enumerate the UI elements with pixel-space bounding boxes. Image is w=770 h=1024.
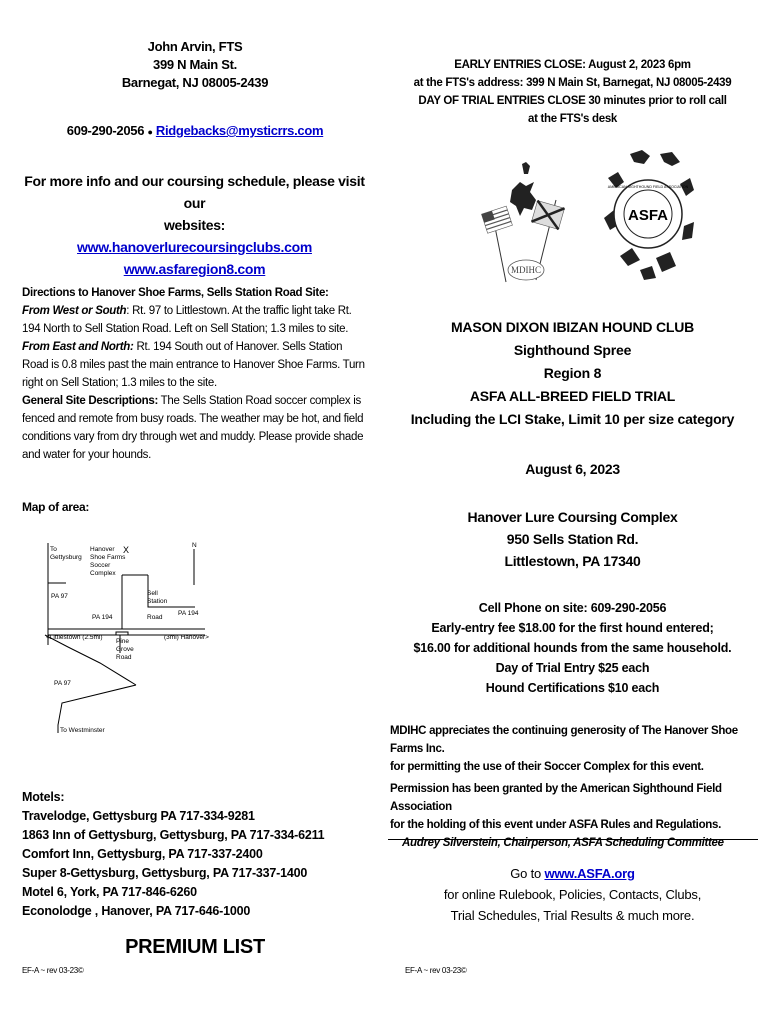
secretary-city: Barnegat, NJ 08005-2439: [121, 75, 269, 90]
entries-block: [400, 56, 745, 128]
map-label-hanover-3: Soccer: [90, 562, 111, 569]
venue-block: [400, 506, 745, 572]
asfa-info-line-2: for online Rulebook, Policies, Contacts, Clubs,: [443, 887, 702, 902]
directions-west: [22, 302, 370, 338]
fees-cell: Cell Phone on site: 609-290-2056: [478, 601, 667, 615]
motels-heading: Motels:: [22, 790, 65, 804]
directions-heading: Directions to Hanover Shoe Farms, Sells Station Road Site:: [22, 287, 329, 299]
us-flag-icon: [481, 206, 512, 233]
motel-item: Super 8-Gettysburg, Gettysburg, PA 717-337-1400: [22, 866, 308, 880]
map-label-hanover-4: Complex: [90, 570, 116, 577]
directions-east: [22, 338, 370, 392]
map-label-to: To: [50, 546, 57, 553]
directions-general-text: The Sells Station Road soccer complex is fenced and remote from busy roads. The weather may be hot, and field conditions vary from dry through wet and muddy. Please provide shade and water for your hounds.: [22, 395, 364, 461]
footer-left: EF-A ~ rev 03-23©: [22, 966, 84, 975]
permission-signature: Audrey Silverstein, Chairperson, ASFA Scheduling Committee: [402, 837, 724, 849]
asfa-logo: [600, 148, 695, 280]
fees-early: Early-entry fee $18.00 for the first hound entered;: [431, 621, 714, 635]
fees-cert: Hound Certifications $10 each: [485, 681, 660, 695]
thanks-line-1: MDIHC appreciates the continuing generosity of The Hanover Shoe Farms Inc.: [390, 725, 738, 755]
asfa-website-link[interactable]: www.ASFA.org: [544, 866, 635, 881]
asfa-info-line-1: [400, 863, 745, 884]
entries-line-2: at the FTS's address: 399 N Main St, Barnegat, NJ 08005-2439: [413, 77, 732, 89]
event-date: August 6, 2023: [525, 461, 620, 477]
asfa-goto-text: Go to: [510, 866, 545, 881]
event-stake: Including the LCI Stake, Limit 10 per size category: [410, 411, 735, 427]
map-label-sell: Sell: [147, 590, 158, 597]
motels-block: [22, 788, 362, 921]
fees-day-of: Day of Trial Entry $25 each: [495, 661, 650, 675]
venue-city: Littlestown, PA 17340: [504, 553, 641, 569]
map-label-hanover-arrow: (3mi) Hanover>: [164, 634, 209, 641]
map-label-road: Road: [147, 614, 163, 621]
motel-item: Comfort Inn, Gettysburg, PA 717-337-2400: [22, 847, 263, 861]
info-line-1: For more info and our coursing schedule, please visit our: [24, 173, 365, 211]
map-label-station: Station: [147, 598, 168, 605]
event-block: [400, 316, 745, 431]
footer-right: EF-A ~ rev 03-23©: [405, 966, 467, 975]
asfa-info-line-3: Trial Schedules, Trial Results & much more.: [450, 908, 695, 923]
area-map: [40, 535, 220, 745]
motel-item: Motel 6, York, PA 717-846-6260: [22, 885, 197, 899]
club-logo: [476, 152, 576, 288]
entries-line-1: EARLY ENTRIES CLOSE: August 2, 2023 6pm: [454, 59, 691, 71]
website-link-hanover[interactable]: www.hanoverlurecoursingclubs.com: [77, 239, 312, 255]
hound-silhouette-icon: [510, 162, 536, 216]
thanks-block: [390, 722, 760, 776]
map-label-pa194-left: PA 194: [92, 614, 113, 621]
map-label-pa97-top: PA 97: [51, 593, 68, 600]
confederate-flag-icon: [532, 201, 565, 230]
info-line-2: websites:: [163, 217, 226, 233]
directions-general: [22, 392, 370, 464]
website-link-asfa-region8[interactable]: www.asfaregion8.com: [123, 261, 266, 277]
permission-block: [390, 780, 760, 852]
fees-additional: $16.00 for additional hounds from the same household.: [413, 641, 732, 655]
map-label-hanover-2: Shoe Farms: [90, 554, 126, 561]
secretary-address: [95, 38, 295, 92]
map-title: Map of area:: [22, 500, 90, 514]
map-label-pa97-bottom: PA 97: [54, 680, 71, 687]
secretary-name: John Arvin, FTS: [147, 39, 243, 54]
club-logo-text: MDIHC: [510, 265, 542, 275]
map-label-pine: Pine: [116, 638, 130, 645]
venue-name: Hanover Lure Coursing Complex: [467, 509, 678, 525]
map-label-westminster: To Westminster: [60, 727, 105, 734]
event-trial: ASFA ALL-BREED FIELD TRIAL: [469, 388, 676, 404]
directions-east-text: Rt. 194 South out of Hanover. Sells Station Road is 0.8 miles past the main entrance to Hanover Shoe Farms. Turn right on Sell Station; 1.3 miles to the site.: [22, 341, 365, 389]
map-site-marker: X: [123, 545, 130, 555]
directions-west-text: : Rt. 97 to Littlestown. At the traffic light take Rt. 194 North to Sell Station Road. Left on Sell Station; 1.3 miles to site.: [22, 305, 352, 335]
venue-street: 950 Sells Station Rd.: [506, 531, 639, 547]
map-label-hanover-1: Hanover: [90, 546, 115, 553]
directions-block: [22, 284, 370, 464]
secretary-phone: 609-290-2056: [66, 123, 145, 138]
asfa-info-block: [400, 863, 745, 926]
entries-line-3: DAY OF TRIAL ENTRIES CLOSE 30 minutes prior to roll call: [418, 95, 727, 107]
motel-item: Econolodge , Hanover, PA 717-646-1000: [22, 904, 251, 918]
map-label-pa194-right: PA 194: [178, 610, 199, 617]
event-club: MASON DIXON IBIZAN HOUND CLUB: [450, 319, 695, 335]
map-north-label: N: [192, 542, 197, 549]
map-label-littlestown: <Littlestown (2.5mi): [46, 634, 103, 641]
permission-line-1: Permission has been granted by the American Sighthound Field Association: [390, 783, 722, 813]
secretary-email-link[interactable]: Ridgebacks@mysticrrs.com: [155, 123, 324, 138]
map-label-gettysburg: Gettysburg: [50, 554, 82, 561]
bullet-separator: ●: [147, 127, 153, 137]
map-label-pine-road: Road: [116, 654, 132, 661]
motel-item: 1863 Inn of Gettysburg, Gettysburg, PA 717-334-6211: [22, 828, 325, 842]
map-label-grove: Grove: [116, 646, 134, 653]
event-region: Region 8: [543, 365, 602, 381]
event-spree: Sighthound Spree: [513, 342, 632, 358]
fees-block: [400, 598, 745, 698]
asfa-logo-text: ASFA: [627, 207, 669, 224]
secretary-contact: [40, 122, 350, 141]
secretary-street: 399 N Main St.: [153, 57, 237, 72]
entries-line-4: at the FTS's desk: [527, 113, 618, 125]
asfa-ring-text: AMERICAN SIGHTHOUND FIELD ASSOCIATION: [607, 185, 689, 189]
permission-line-2: for the holding of this event under ASFA Rules and Regulations.: [390, 819, 722, 831]
section-divider: [388, 839, 758, 840]
directions-west-label: From West or South: [22, 305, 127, 317]
directions-general-label: General Site Descriptions:: [22, 395, 158, 407]
directions-east-label: From East and North:: [22, 341, 134, 353]
thanks-line-2: for permitting the use of their Soccer Complex for this event.: [390, 761, 704, 773]
info-block: [22, 170, 367, 280]
motel-item: Travelodge, Gettysburg PA 717-334-9281: [22, 809, 255, 823]
premium-list-title: PREMIUM LIST: [125, 936, 265, 958]
